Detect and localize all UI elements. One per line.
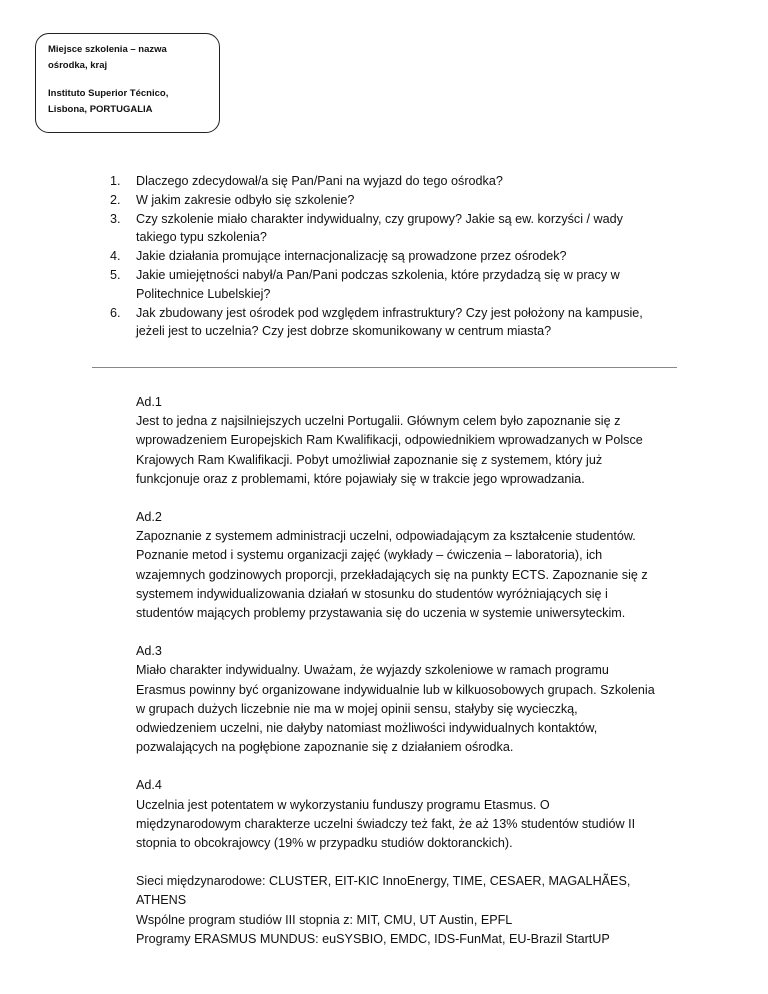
answer-block-4 [136,776,676,853]
answer-line: Jest to jedna z najsilniejszych uczelni Portugalii. Głównym celem było zapoznanie się z [136,414,621,429]
answer-line: w grupach dużych liczebnie nie ma w mojej opinii sensu, stałyby się wycieczką, [136,701,578,716]
question-number: 2. [110,192,121,207]
question-number: 5. [110,267,121,282]
answer-line: stopnia to obcokrajowcy (19% w przypadku studiów doktoranckich). [136,836,513,851]
question-text-continued: jeżeli jest to uczelnia? Czy jest dobrze skomunikowany w centrum miasta? [136,324,552,339]
question-text: Jakie działania promujące internacjonalizację są prowadzone przez ośrodek? [136,249,567,264]
answer-heading: Ad.4 [136,778,162,793]
question-text: Dlaczego zdecydował/a się Pan/Pani na wyjazd do tego ośrodka? [136,174,503,188]
question-text-continued: takiego typu szkolenia? [136,230,267,245]
question-text: Czy szkolenie miało charakter indywidualny, czy grupowy? Jakie są ew. korzyści / wady [136,211,623,226]
question-item [110,304,670,342]
answer-line: Uczelnia jest potentatem w wykorzystaniu funduszy programu Etasmus. O [136,797,550,812]
answer-block-2 [136,508,676,623]
question-text: Jak zbudowany jest ośrodek pod względem infrastruktury? Czy jest położony na kampusie, [136,305,643,320]
location-label-line2: ośrodka, kraj [48,60,108,71]
networks-line: Sieci międzynarodowe: CLUSTER, EIT-KIC InnoEnergy, TIME, CESAER, MAGALHÃES, ATHENS [136,874,631,908]
joint-programs-line: Wspólne program studiów III stopnia z: MIT, CMU, UT Austin, EPFL [136,912,513,927]
networks-block [136,872,676,949]
answer-heading: Ad.1 [136,395,162,409]
question-item [110,191,670,210]
erasmus-mundus-line: Programy ERASMUS MUNDUS: euSYSBIO, EMDC, IDS-FunMat, EU-Brazil StartUP [136,931,610,946]
answer-line: Erasmus powinny być organizowane indywidualnie lub w kilkuosobowych grupach. Szkolenia [136,682,655,697]
answer-line: wprowadzeniem Europejskich Ram Kwalifikacji, odpowiednikiem wprowadzanych w Polsce [136,433,643,448]
question-text: W jakim zakresie odbyło się szkolenie? [136,192,355,207]
answer-line: Poznanie metod i systemu organizacji zajęć (wykłady – ćwiczenia – laboratoria), ich [136,548,603,563]
question-item [110,210,670,248]
answer-heading: Ad.3 [136,644,162,659]
question-number: 6. [110,305,121,320]
question-text: Jakie umiejętności nabył/a Pan/Pani podczas szkolenia, które przydadzą się w pracy w [136,267,620,282]
answer-line: Krajowych Ram Kwalifikacji. Pobyt umożliwiał zapoznanie się z systemem, który już [136,452,603,467]
location-label-line1: Miejsce szkolenia – nazwa [48,44,167,55]
question-number: 3. [110,211,121,226]
answer-line: pozwalających na pogłębione zapoznanie się z działaniem ośrodka. [136,740,514,755]
answer-block-3 [136,642,676,757]
answer-line: wzajemnych godzinowych proporcji, przekładających się na punkty ECTS. Zapoznanie się z [136,567,648,582]
question-number: 1. [110,174,121,188]
answer-block-1 [136,393,676,489]
location-value-line2: Lisbona, PORTUGALIA [48,104,153,115]
training-location-box [35,33,220,133]
question-number: 4. [110,249,121,264]
question-item [110,172,670,191]
question-text-continued: Politechnice Lubelskiej? [136,286,271,301]
question-item [110,247,670,266]
questions-list [110,172,670,341]
answer-line: międzynarodowym charakterze uczelni świadczy też fakt, że aż 13% studentów studiów II [136,816,636,831]
location-value-line1: Instituto Superior Técnico, [48,88,169,99]
answer-line: systemem indywidualizowania działań w stosunku do studentów wyróżniających się i [136,586,608,601]
answer-line: Miało charakter indywidualny. Uważam, że wyjazdy szkoleniowe w ramach programu [136,663,609,678]
answer-line: Zapoznanie z systemem administracji uczelni, odpowiadającym za kształcenie studentów. [136,529,636,544]
section-divider [92,367,677,368]
answer-line: funkcjonuje oraz z problemami, które pojawiały się w trakcie jego wprowadzania. [136,471,585,486]
answer-line: studentów mających problemy przystawania się do uczenia w systemie uniwersyteckim. [136,606,626,621]
answer-line: odwiedzeniem uczelni, nie dałyby natomiast możliwości indywidualnych kontaktów, [136,721,598,736]
answer-heading: Ad.2 [136,510,162,525]
answers-section [136,393,676,968]
question-item [110,266,670,304]
